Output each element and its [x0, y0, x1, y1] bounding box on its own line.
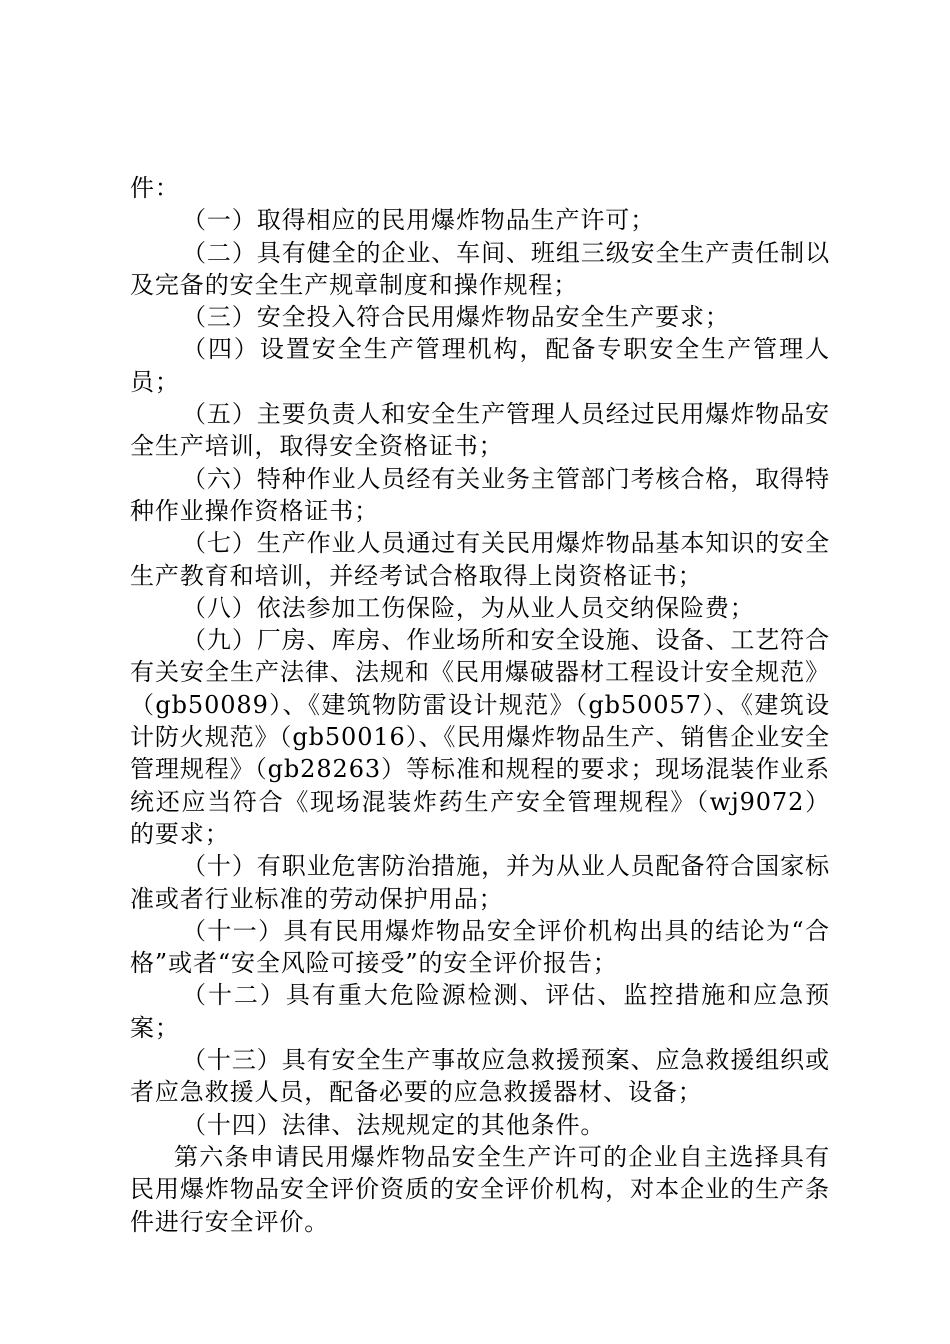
paragraph-item-10: （十）有职业危害防治措施，并为从业人员配备符合国家标准或者行业标准的劳动保护用品；: [130, 852, 830, 913]
document-body: [130, 172, 830, 1238]
paragraph-item-1: （一）取得相应的民用爆炸物品生产许可；: [182, 206, 656, 235]
paragraph-item-13: （十三）具有安全生产事故应急救援预案、应急救援组织或者应急救援人员，配备必要的应急救援器材、设备；: [130, 1046, 830, 1107]
paragraph-item-4: （四）设置安全生产管理机构，配备专职安全生产管理人员；: [130, 335, 830, 396]
paragraph-item-3: （三）安全投入符合民用爆炸物品安全生产要求；: [182, 303, 730, 332]
paragraph-item-12: （十二）具有重大危险源检测、评估、监控措施和应急预案；: [130, 981, 830, 1042]
paragraph-item-6: （六）特种作业人员经有关业务主管部门考核合格，取得特种作业操作资格证书；: [130, 464, 830, 525]
paragraph-item-8: （八）依法参加工伤保险，为从业人员交纳保险费；: [182, 593, 755, 622]
paragraph-item-5: （五）主要负责人和安全生产管理人员经过民用爆炸物品安全生产培训，取得安全资格证书；: [130, 400, 830, 461]
paragraph-article-6: 第六条申请民用爆炸物品安全生产许可的企业自主选择具有民用爆炸物品安全评价资质的安全评价机构，对本企业的生产条件进行安全评价。: [130, 1142, 830, 1236]
paragraph-item-2: （二）具有健全的企业、车间、班组三级安全生产责任制以及完备的安全生产规章制度和操作规程；: [130, 238, 830, 299]
paragraph-item-7: （七）生产作业人员通过有关民用爆炸物品基本知识的安全生产教育和培训，并经考试合格取得上岗资格证书；: [130, 529, 830, 590]
paragraph-item-11: （十一）具有民用爆炸物品安全评价机构出具的结论为“合格”或者“安全风险可接受”的安全评价报告；: [130, 916, 830, 978]
paragraph-continuation: 件：: [130, 174, 180, 202]
paragraph-item-9: （九）厂房、库房、作业场所和安全设施、设备、工艺符合有关安全生产法律、法规和《民用爆破器材工程设计安全规范》（gb50089）、《建筑物防雷设计规范》（gb50057）、《建筑设计防火规范》（gb50016）、《民用爆炸物品生产、销售企业安全管理规程》（gb28263）等标准和规程的要求；现场混装作业系统还应当符合《现场混装炸药生产安全管理规程》（wj9072）的要求；: [130, 626, 830, 848]
paragraph-item-14: （十四）法律、法规规定的其他条件。: [182, 1110, 606, 1139]
